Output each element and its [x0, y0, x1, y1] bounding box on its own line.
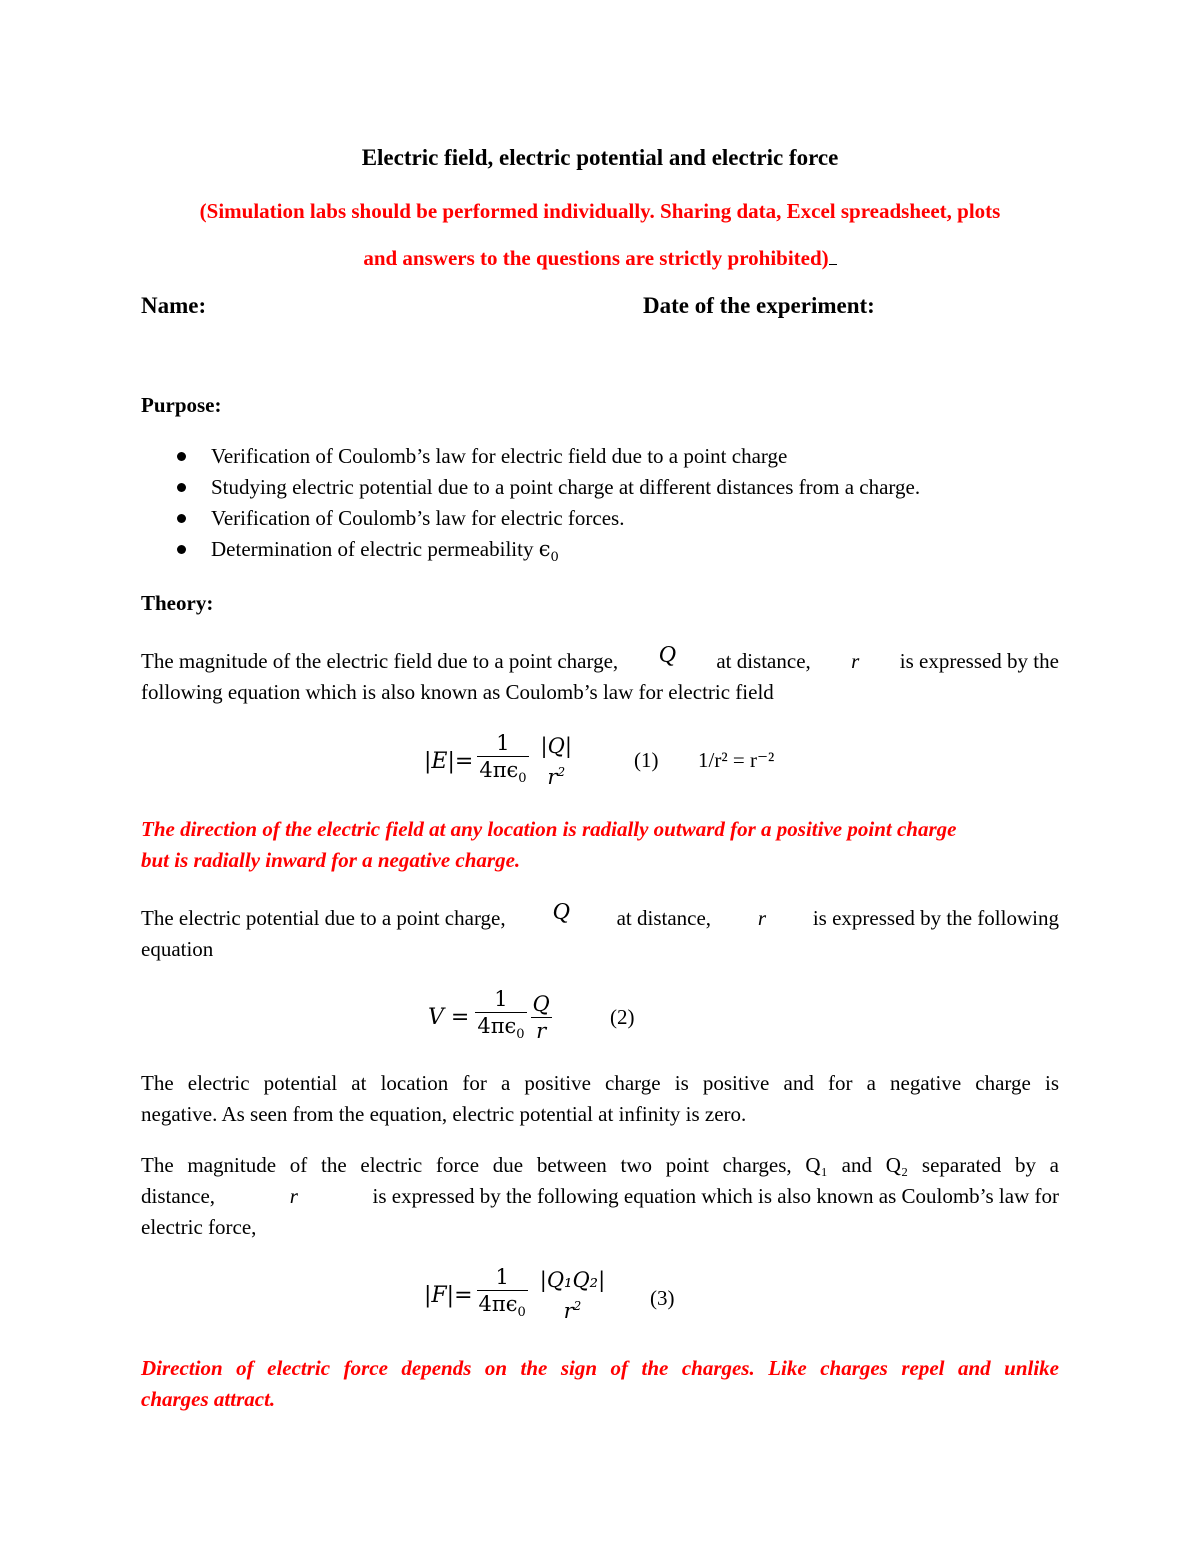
- paragraph-line: following equation which is also known as Coulomb’s law for electric field: [141, 680, 774, 704]
- red-note-1: [141, 814, 1059, 876]
- paragraph-line: The magnitude of the electric force due between two point charges, Q₁ and Q₂ separated by a: [141, 1153, 1059, 1177]
- bullet-icon: [177, 483, 186, 492]
- paragraph-line: equation: [141, 937, 214, 961]
- list-item: [141, 472, 1059, 503]
- list-item: [141, 503, 1059, 534]
- underscore-mark: [829, 246, 837, 265]
- paragraph-line: The direction of the electric field at any location is radially outward for a positive point charge: [141, 817, 957, 841]
- list-item-text: Determination of electric permeability: [211, 537, 534, 561]
- equation-3: |F|= $\frac{1}{4\pi\epsilon_0}$ |Q₁Q₂| $r^2$: [424, 1264, 606, 1323]
- theory-paragraph-1: [141, 642, 1059, 708]
- equation-3-number: (3): [650, 1286, 675, 1310]
- equation-2: V = $\frac{1}{4\pi\epsilon_0}$ $\frac{Q}{r}$: [428, 986, 550, 1043]
- paragraph-line: negative. As seen from the equation, electric potential at infinity is zero.: [141, 1102, 747, 1126]
- date-label: Date of the experiment:: [643, 293, 875, 318]
- notice-line-1: (Simulation labs should be performed individually. Sharing data, Excel spreadsheet, plots: [199, 199, 1001, 223]
- list-item: [141, 441, 1059, 472]
- notice-line-2: [0, 246, 1200, 271]
- list-item-text: Studying electric potential due to a point charge at different distances from a charge.: [211, 475, 921, 499]
- list-item-text: Verification of Coulomb’s law for electric forces.: [211, 506, 625, 530]
- paragraph-line: The magnitude of the electric field due to a point charge, Q at distance, r is expressed by the: [141, 642, 1059, 673]
- bullet-icon: [177, 514, 186, 523]
- list-item: [141, 534, 1059, 565]
- paragraph-line: The electric potential due to a point charge, Q at distance, r is expressed by the following: [141, 899, 1059, 930]
- theory-paragraph-2: [141, 899, 1059, 965]
- bullet-icon: [177, 545, 186, 554]
- theory-paragraph-4: [141, 1150, 1059, 1243]
- paragraph-line: electric force,: [141, 1215, 257, 1239]
- paragraph-line: but is radially inward for a negative charge.: [141, 848, 521, 872]
- equation-1-number: (1): [634, 748, 659, 772]
- equation-1: |E|= $\frac{1}{4\pi\epsilon_0}$ |Q| $r^2$: [424, 730, 572, 789]
- paragraph-line: Direction of electric force depends on the sign of the charges. Like charges repel and unlike: [141, 1356, 1059, 1380]
- paragraph-line: charges attract.: [141, 1387, 276, 1411]
- epsilon-symbol: $\epsilon_0$: [538, 537, 559, 566]
- paragraph-line: The electric potential at location for a positive charge is positive and for a negative charge is: [141, 1071, 1059, 1095]
- equation-1-note: 1/r² = r⁻²: [698, 748, 775, 772]
- purpose-heading: Purpose:: [141, 393, 222, 417]
- red-note-2: [141, 1353, 1059, 1415]
- document-title: Electric field, electric potential and electric force: [361, 145, 839, 170]
- equation-2-number: (2): [610, 1005, 635, 1029]
- bullet-icon: [177, 452, 186, 461]
- purpose-list: [141, 441, 1059, 565]
- paragraph-line: distance, r is expressed by the following equation which is also known as Coulomb’s law for: [141, 1184, 1059, 1208]
- theory-heading: Theory:: [141, 591, 214, 615]
- theory-paragraph-3: [141, 1068, 1059, 1130]
- list-item-text: Verification of Coulomb’s law for electric field due to a point charge: [211, 444, 788, 468]
- notice-line-2-text: and answers to the questions are strictly prohibited): [363, 246, 829, 270]
- name-label: Name:: [141, 293, 207, 318]
